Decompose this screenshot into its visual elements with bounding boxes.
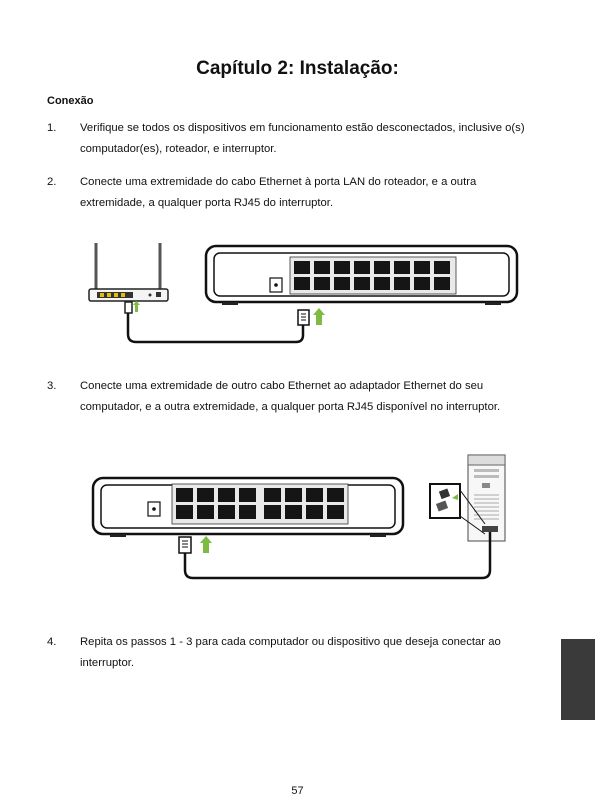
- router: [89, 243, 168, 301]
- step-line: Repita os passos 1 - 3 para cada computador ou dispositivo que deseja conectar ao: [80, 636, 501, 648]
- switch: [206, 246, 517, 305]
- section-heading: Conexão: [47, 95, 94, 107]
- step-number: 4.: [47, 636, 57, 648]
- step-line: computador, e a outra extremidade, a qualquer porta RJ45 disponível no interruptor.: [80, 401, 501, 413]
- chapter-side-tab: [561, 639, 595, 720]
- computer-tower: [468, 455, 505, 541]
- step-line: Verifique se todos os dispositivos em funcionamento estão desconectados, inclusive o(s): [80, 122, 525, 134]
- step-line: interruptor.: [80, 657, 135, 669]
- switch-pc-diagram: [0, 450, 595, 585]
- page-title: Capítulo 2: Instalação:: [196, 58, 399, 79]
- step-line: Conecte uma extremidade de outro cabo Ethernet ao adaptador Ethernet do seu: [80, 380, 484, 392]
- step-text: [80, 172, 570, 214]
- ethernet-cable: [128, 313, 303, 342]
- step-text: [80, 118, 570, 160]
- switch: [93, 478, 403, 537]
- ethernet-cable: [185, 532, 490, 578]
- step-text: [80, 632, 570, 674]
- router-switch-diagram: [0, 238, 595, 356]
- step-line: extremidade, a qualquer porta RJ45 do interruptor.: [80, 197, 334, 209]
- step-number: 2.: [47, 176, 57, 188]
- page-number: 57: [291, 785, 304, 797]
- step-number: 3.: [47, 380, 57, 392]
- step-number: 1.: [47, 122, 57, 134]
- step-line: Conecte uma extremidade do cabo Ethernet à porta LAN do roteador, e a outra: [80, 176, 477, 188]
- step-line: computador(es), roteador, e interruptor.: [80, 143, 277, 155]
- step-text: [80, 376, 570, 418]
